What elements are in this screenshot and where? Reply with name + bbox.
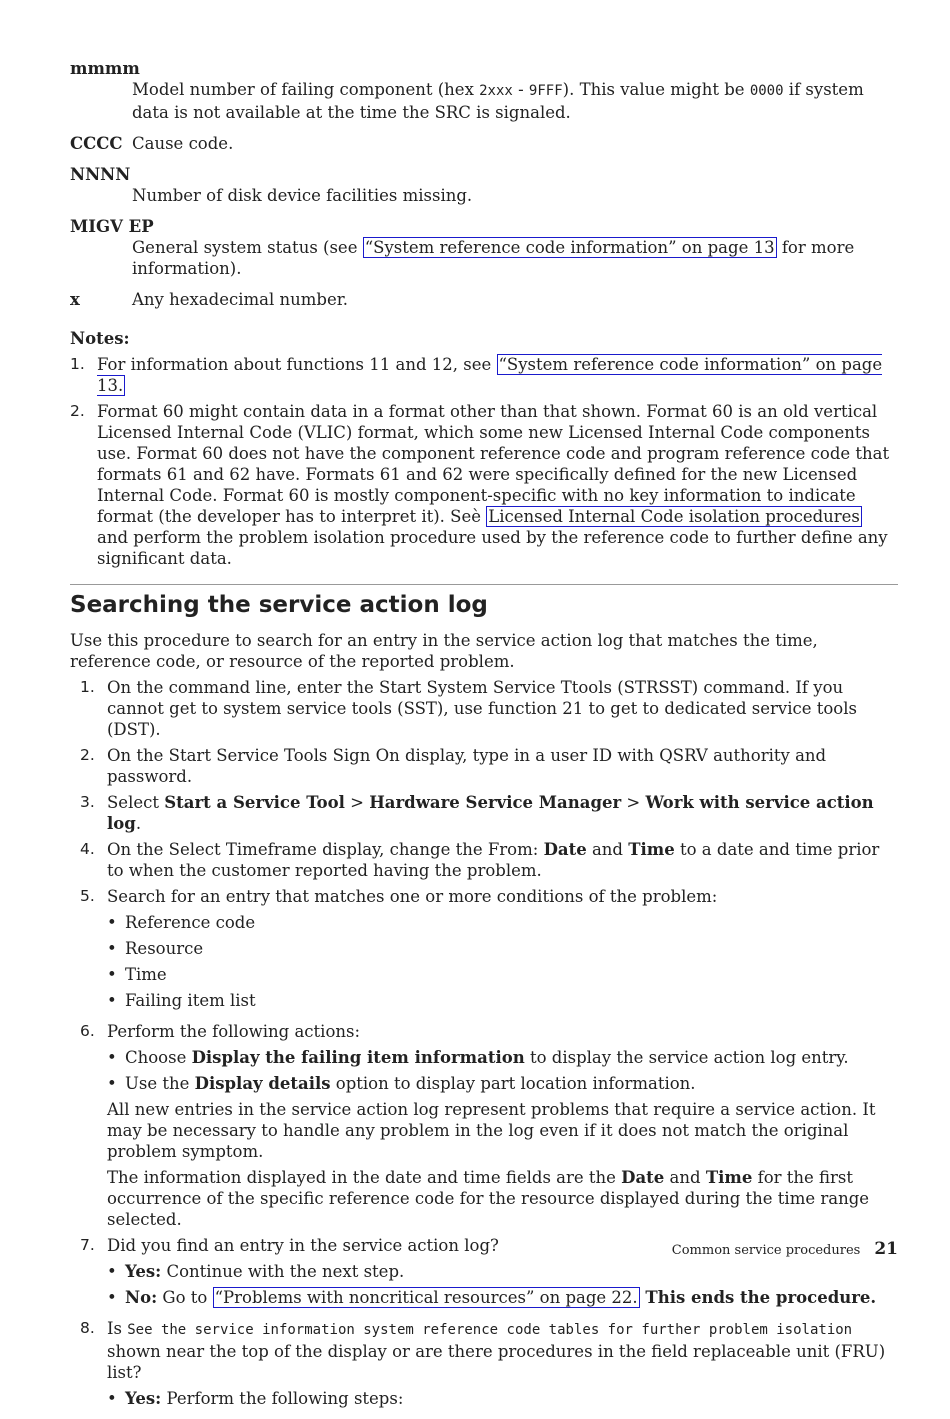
- def-term: CCCC: [70, 134, 123, 153]
- def-term: mmmm: [70, 59, 140, 78]
- text: Continue with the next step.: [161, 1262, 405, 1281]
- list-item: [107, 964, 717, 985]
- step-item: [80, 677, 898, 740]
- step-text: Perform the following actions:: [107, 1022, 361, 1041]
- notes-heading: Notes:: [70, 329, 130, 348]
- list-item-text: [125, 1388, 403, 1409]
- step-number: 1.: [80, 678, 95, 696]
- bullet: •: [107, 1288, 117, 1307]
- step-item: [80, 1021, 898, 1230]
- page-footer: [672, 1239, 898, 1261]
- note-item: [70, 354, 898, 396]
- menu-path-part: Start a Service Tool: [164, 793, 345, 812]
- bullet: •: [107, 965, 117, 984]
- step-item: [80, 1318, 898, 1414]
- text: Is: [107, 1319, 128, 1338]
- text: if system data is not available at the time the SRC is signaled.: [132, 80, 864, 122]
- bullet: •: [107, 913, 117, 932]
- step-text: On the Start Service Tools Sign On display, type in a user ID with QSRV authority and password.: [107, 746, 827, 786]
- path-separator: >: [621, 793, 646, 812]
- note-item: [70, 401, 898, 569]
- list-item-text: Failing item list: [125, 991, 256, 1010]
- def-description: Number of disk device facilities missing.: [132, 186, 473, 205]
- answer-list: [107, 1261, 876, 1308]
- step-paragraph: [107, 1167, 898, 1230]
- note-text: [97, 354, 898, 396]
- text: Format 60 might contain data in a format other than that shown. Format 60 is an old vertical Licensed Internal Code (VLIC) format, which some new Licensed Internal Code components use. Format 60 does not have the component reference code and program reference code that formats 61 and 62 have. Formats 61 and 62 were specifically defined for the new Licensed Internal Code. Format 60 is mostly component-specific with no key information to indicate format (the developer has to interpret it). Seè: [97, 402, 890, 526]
- menu-path-part: Work with service action log: [107, 793, 874, 833]
- note-number: 2.: [70, 402, 85, 420]
- list-item-text: Resource: [125, 939, 204, 958]
- step-text: Search for an entry that matches one or more conditions of the problem:: [107, 887, 718, 906]
- lic-isolation-link[interactable]: Licensed Internal Code isolation procedures: [488, 507, 860, 526]
- field-name: Time: [628, 840, 675, 859]
- def-description: [132, 79, 898, 123]
- step-number: 4.: [80, 840, 95, 858]
- step-text: Did you find an entry in the service action log?: [107, 1236, 499, 1255]
- text: The information displayed in the date and time fields are the: [107, 1168, 622, 1187]
- option-name: Display the failing item information: [191, 1048, 525, 1067]
- end-text: This ends the procedure.: [639, 1288, 877, 1307]
- list-item: [107, 1261, 876, 1282]
- option-name: Display details: [194, 1074, 331, 1093]
- step-text: [107, 792, 898, 834]
- list-item: [107, 1073, 898, 1094]
- text: and perform the problem isolation procedure used by the reference code to further define any significant data.: [97, 528, 888, 568]
- text: and: [664, 1168, 706, 1187]
- text: .: [135, 814, 142, 833]
- text: ). This value might be: [562, 80, 750, 99]
- step-item: [80, 745, 898, 787]
- step-number: 2.: [80, 746, 95, 764]
- list-item: [107, 990, 717, 1011]
- def-description: Any hexadecimal number.: [132, 290, 349, 309]
- text: Go to: [157, 1288, 213, 1307]
- text: to a date and time prior to when the customer reported having the problem.: [107, 840, 880, 880]
- document-page: [70, 58, 898, 1419]
- step-body: [107, 1318, 898, 1414]
- text: option to display part location information.: [330, 1074, 696, 1093]
- text: Perform the following steps:: [161, 1389, 404, 1408]
- text: For information about functions 11 and 12, see: [97, 355, 497, 374]
- def-nnnn: [70, 164, 898, 206]
- answer-label: Yes:: [125, 1262, 162, 1281]
- section-intro: Use this procedure to search for an entry in the service action log that matches the time, reference code, or resource of the reported problem.: [70, 631, 818, 671]
- list-item-text: [125, 1073, 696, 1094]
- step-number: 7.: [80, 1236, 95, 1254]
- text: and: [586, 840, 629, 859]
- def-description: Cause code.: [132, 134, 234, 153]
- def-description: [132, 237, 898, 279]
- footer-label: Common service procedures: [671, 1243, 861, 1258]
- bullet: •: [107, 1389, 117, 1408]
- step-number: 5.: [80, 887, 95, 905]
- bullet: •: [107, 939, 117, 958]
- def-term: NNNN: [70, 165, 131, 184]
- step-number: 3.: [80, 793, 95, 811]
- text: -: [512, 80, 529, 99]
- list-item-text: Reference code: [125, 913, 256, 932]
- field-name: Time: [705, 1168, 753, 1187]
- text: On the Select Timeframe display, change the From:: [107, 840, 544, 859]
- procedure-steps: [80, 677, 898, 1414]
- display-message: See the service information system reference code tables for further problem isolation: [127, 1322, 853, 1338]
- code: 0000: [749, 83, 784, 99]
- field-name: Date: [543, 840, 587, 859]
- step-body: [107, 886, 717, 1016]
- def-term: MIGV EP: [70, 217, 154, 236]
- src-info-link[interactable]: “System reference code information” on page 13.: [97, 355, 883, 395]
- text: for more information).: [132, 238, 855, 278]
- def-term: x: [70, 290, 80, 309]
- list-item: [107, 938, 717, 959]
- section-divider: [70, 584, 898, 585]
- step-text: [107, 1318, 898, 1383]
- field-name: Date: [621, 1168, 665, 1187]
- step-paragraph: All new entries in the service action log represent problems that require a service action. It may be necessary to handle any problem in the log even if it does not match the original problem symptom.: [107, 1100, 876, 1161]
- def-x: [70, 289, 898, 310]
- list-item: [107, 912, 717, 933]
- step-body: [107, 1021, 898, 1230]
- answer-label: Yes:: [125, 1389, 162, 1408]
- def-cccc: [70, 133, 898, 154]
- src-info-link[interactable]: “System reference code information” on page 13: [364, 238, 775, 257]
- step-item: [80, 886, 898, 1016]
- step-item: [80, 839, 898, 881]
- list-item-text: [125, 1287, 876, 1308]
- step-number: 8.: [80, 1319, 95, 1337]
- answer-label: No:: [125, 1288, 158, 1307]
- section-heading: Searching the service action log: [70, 592, 488, 618]
- code: 9FFF: [528, 83, 563, 99]
- list-item: [107, 1047, 898, 1068]
- action-list: [107, 1047, 898, 1094]
- text: shown near the top of the display or are there procedures in the field replaceable unit (FRU) list?: [107, 1342, 886, 1382]
- condition-list: [107, 912, 717, 1011]
- text: General system status (see: [132, 238, 363, 257]
- list-item-text: Time: [125, 965, 167, 984]
- text: Use the: [125, 1074, 195, 1093]
- step-text: [107, 839, 898, 881]
- text: to display the service action log entry.: [524, 1048, 849, 1067]
- list-item: [107, 1287, 876, 1308]
- def-mmmm: [70, 58, 898, 123]
- text: Model number of failing component (hex: [132, 80, 480, 99]
- def-migv-ep: [70, 216, 898, 279]
- text: Select: [107, 793, 165, 812]
- text: Choose: [125, 1048, 192, 1067]
- note-number: 1.: [70, 355, 85, 373]
- bullet: •: [107, 1262, 117, 1281]
- bullet: •: [107, 1074, 117, 1093]
- step-item: [80, 792, 898, 834]
- noncritical-resources-link[interactable]: “Problems with noncritical resources” on page 22.: [214, 1288, 638, 1307]
- path-separator: >: [344, 793, 370, 812]
- page-number: 21: [874, 1239, 898, 1259]
- note-text: [97, 401, 898, 569]
- list-item-text: [125, 1261, 404, 1282]
- step-text: On the command line, enter the Start System Service Ttools (STRSST) command. If you cannot get to system service tools (SST), use function 21 to get to dedicated service tools (DST).: [107, 678, 857, 739]
- notes-list: [70, 354, 898, 569]
- text: for the first occurrence of the specific reference code for the resource displayed during the time range selected.: [107, 1168, 870, 1229]
- menu-path-part: Hardware Service Manager: [369, 793, 622, 812]
- bullet: •: [107, 1048, 117, 1067]
- list-item: [107, 1388, 898, 1409]
- step-number: 6.: [80, 1022, 95, 1040]
- list-item-text: [125, 1047, 849, 1068]
- answer-list: [107, 1388, 898, 1409]
- code: 2xxx: [479, 83, 513, 99]
- bullet: •: [107, 991, 117, 1010]
